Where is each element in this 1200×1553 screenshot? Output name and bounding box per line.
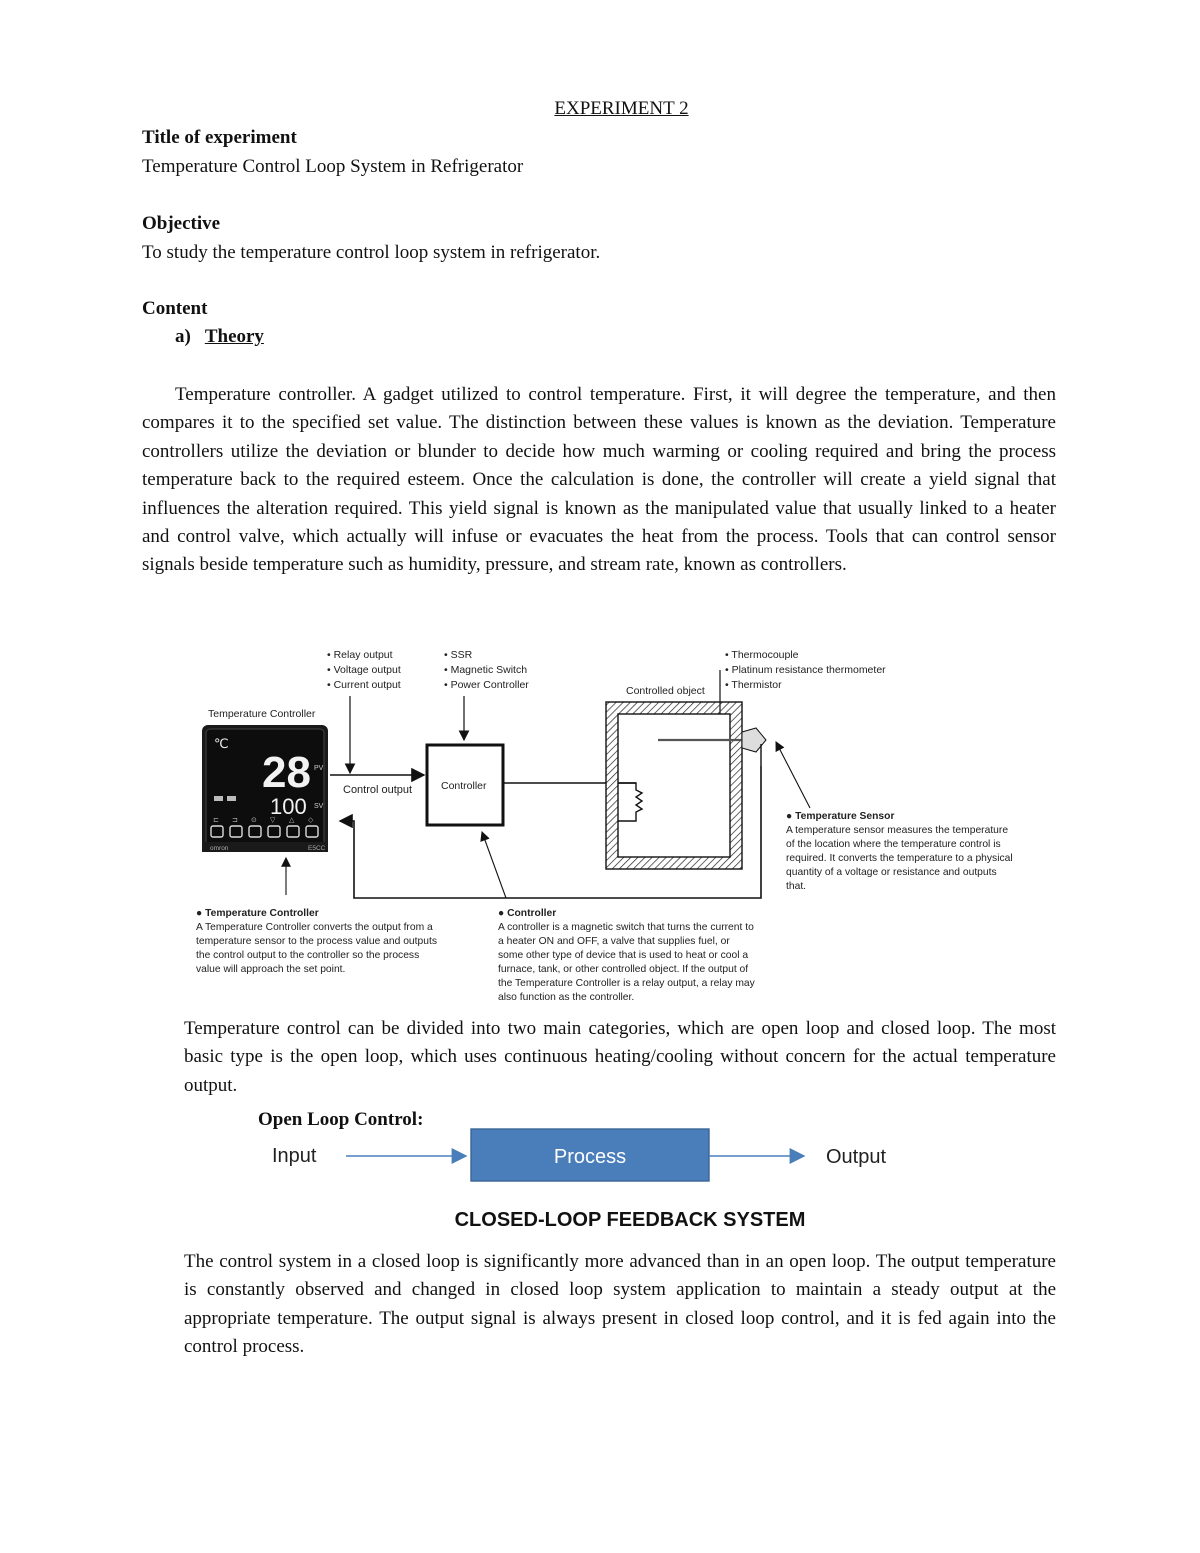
pv-display: 28: [262, 748, 311, 797]
brand-label: omron: [210, 845, 229, 852]
sensor-type-thermistor: • Thermistor: [725, 679, 782, 691]
open-loop-diagram: [260, 1124, 940, 1190]
input-label: Input: [272, 1145, 317, 1167]
controlled-object: [606, 702, 766, 869]
pv-tag: PV: [314, 765, 324, 772]
output-type-current: • Current output: [327, 679, 401, 691]
sensor-head-icon: [742, 728, 766, 752]
ctrl-note-line-6: also function as the controller.: [498, 992, 635, 1003]
ctrl-note-title: ● Controller: [498, 908, 557, 919]
sensor-pointer-arrow: [776, 742, 810, 808]
sensor-note-line-2: of the location where the temperature control is: [786, 839, 1001, 850]
temperature-controller-device: [202, 725, 328, 852]
control-output-label: Control output: [343, 784, 413, 796]
sv-display: 100: [270, 794, 307, 819]
status-indicator-2: [227, 796, 236, 801]
content-heading: Content: [142, 298, 208, 319]
tc-note-line-4: value will approach the set point.: [196, 964, 346, 975]
closed-loop-paragraph: The control system in a closed loop is significantly more advanced than in an open loop. The output temperature is constantly observed and changed in closed loop system application to maintain a steady output at the appropriate temperature. The output signal is always present in closed loop control, and it is fed again into the control process.: [184, 1251, 1056, 1358]
device-type-magnetic-switch: • Magnetic Switch: [444, 664, 528, 676]
svg-text:△: △: [289, 817, 295, 824]
svg-text:▽: ▽: [270, 817, 276, 824]
output-type-relay: • Relay output: [327, 649, 393, 661]
device-type-power-controller: • Power Controller: [444, 679, 529, 691]
objective-heading: Objective: [142, 213, 221, 234]
tc-note-line-1: A Temperature Controller converts the output from a: [196, 922, 433, 933]
theory-paragraph: Temperature controller. A gadget utilized to control temperature. First, it will degree the temperature, and then compares it to the specified set value. The distinction between these values is known as the deviation. Temperature controllers utilize the deviation or blunder to decide how much warming or cooling required and bring the process temperature back to the required esteem. Once the calculation is done, the controller will create a yield signal that influences the alteration required. This yield signal is known as the manipulated value that usually linked to a heater and control valve, which actually will infuse or evacuates the heat from the process. Tools that can control sensor signals beside temperature such as humidity, pressure, and stream rate, known as controllers.: [142, 384, 1056, 576]
controlled-object-label: Controlled object: [626, 685, 705, 697]
experiment-title: EXPERIMENT 2: [554, 98, 689, 119]
ctrl-note-line-3: some other type of device that is used to heat or cool a: [498, 950, 749, 961]
sensor-note-line-5: that.: [786, 881, 807, 892]
model-label: E5CC: [308, 845, 326, 852]
output-type-voltage: • Voltage output: [327, 664, 401, 676]
svg-text:⊏: ⊏: [213, 817, 219, 824]
process-label: Process: [553, 1146, 627, 1168]
device-type-ssr: • SSR: [444, 649, 473, 661]
temperature-control-diagram: [190, 640, 1070, 1010]
tc-note-line-2: temperature sensor to the process value and outputs: [196, 936, 437, 947]
controller-pointer-arrow: [482, 832, 506, 898]
status-indicator-1: [214, 796, 223, 801]
ctrl-note-line-1: A controller is a magnetic switch that turns the current to: [498, 922, 754, 933]
closed-loop-banner: CLOSED-LOOP FEEDBACK SYSTEM: [454, 1209, 806, 1231]
theory-heading: [175, 326, 264, 348]
theory-label: Theory: [204, 326, 264, 347]
ctrl-note-line-5: the Temperature Controller is a relay output, a relay may: [498, 978, 755, 989]
title-heading: Title of experiment: [142, 127, 297, 148]
svg-text:⊙: ⊙: [251, 817, 257, 824]
sensor-note-line-1: A temperature sensor measures the temperature: [786, 825, 1009, 836]
temp-unit-icon: ℃: [214, 736, 229, 751]
ctrl-note-line-2: a heater ON and OFF, a valve that supplies fuel, or: [498, 936, 730, 947]
sensor-note-title: ● Temperature Sensor: [786, 811, 895, 822]
categories-paragraph: Temperature control can be divided into two main categories, which are open loop and closed loop. The most basic type is the open loop, which uses continuous heating/cooling without concern for the actual temperature output.: [184, 1018, 1056, 1096]
sensor-type-platinum: • Platinum resistance thermometer: [725, 664, 886, 676]
output-label: Output: [826, 1146, 887, 1168]
tc-note-line-3: the control output to the controller so the process: [196, 950, 420, 961]
objective-text: To study the temperature control loop system in refrigerator.: [142, 242, 601, 263]
sensor-note-line-3: required. It converts the temperature to a physical: [786, 853, 1013, 864]
ctrl-note-line-4: furnace, tank, or other controlled object. If the output of: [498, 964, 749, 975]
svg-text:⊐: ⊐: [232, 817, 238, 824]
svg-text:◇: ◇: [308, 817, 314, 824]
sv-tag: SV: [314, 803, 324, 810]
open-loop-heading: Open Loop Control:: [258, 1109, 424, 1130]
title-text: Temperature Control Loop System in Refrigerator: [142, 156, 524, 177]
temperature-controller-label: Temperature Controller: [208, 708, 316, 720]
tc-note-title: ● Temperature Controller: [196, 908, 319, 919]
sensor-note-line-4: quantity of a voltage or resistance and outputs: [786, 867, 997, 878]
theory-marker: a): [175, 326, 191, 347]
controller-box-label: Controller: [441, 780, 487, 792]
sensor-type-thermocouple: • Thermocouple: [725, 649, 799, 661]
